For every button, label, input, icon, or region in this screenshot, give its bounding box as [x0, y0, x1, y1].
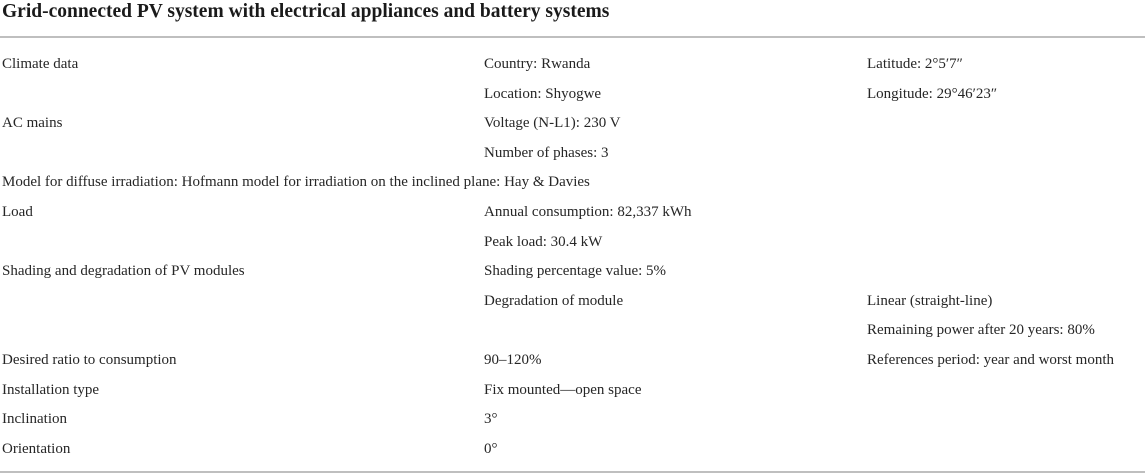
row-value: Fix mounted—open space: [484, 381, 642, 398]
row-value: Voltage (N-L1): 230 V: [484, 115, 621, 132]
row-detail: Remaining power after 20 years: 80%: [867, 322, 1095, 339]
row-label: Orientation: [2, 440, 71, 457]
table-row: [0, 376, 1145, 406]
table-row: [0, 228, 1145, 258]
row-label: AC mains: [2, 115, 63, 132]
row-value: Country: Rwanda: [484, 56, 591, 72]
row-label: Model for diffuse irradiation: Hofmann model for irradiation on the inclined plane: Hay & Davies: [2, 174, 590, 191]
row-label: Load: [2, 203, 33, 220]
row-label: Installation type: [2, 381, 100, 398]
row-value: 90–120%: [484, 351, 542, 368]
row-value: Shading percentage value: 5%: [484, 263, 667, 280]
specification-table: [0, 50, 1145, 464]
table-row: [0, 257, 1145, 287]
table-row: [0, 405, 1145, 435]
row-detail: Linear (straight-line): [867, 292, 993, 309]
table-row: [0, 80, 1145, 110]
row-label: Shading and degradation of PV modules: [2, 263, 245, 280]
row-value: Peak load: 30.4 kW: [484, 233, 603, 250]
table-row: [0, 168, 1145, 198]
row-label: Climate data: [2, 56, 79, 72]
row-label: Inclination: [2, 411, 67, 428]
table-title: Grid-connected PV system with electrical appliances and battery systems: [2, 1, 610, 22]
row-value: Number of phases: 3: [484, 144, 609, 161]
row-value: 3°: [484, 411, 498, 428]
table-row: [0, 287, 1145, 317]
table-row: [0, 139, 1145, 169]
bottom-divider: [0, 471, 1145, 473]
table-row: [0, 346, 1145, 376]
row-value: 0°: [484, 440, 498, 457]
row-detail: Longitude: 29°46′23″: [867, 85, 998, 102]
table-row: [0, 109, 1145, 139]
row-detail: References period: year and worst month: [867, 351, 1114, 368]
row-detail: Latitude: 2°5′7″: [867, 56, 963, 72]
row-value: Location: Shyogwe: [484, 85, 602, 102]
table-row: [0, 198, 1145, 228]
row-value: Annual consumption: 82,337 kWh: [484, 203, 692, 220]
row-value: Degradation of module: [484, 292, 624, 309]
table-row: [0, 435, 1145, 465]
top-divider: [0, 36, 1145, 38]
row-label: Desired ratio to consumption: [2, 351, 177, 368]
table-row: [0, 316, 1145, 346]
table-row: [0, 50, 1145, 80]
